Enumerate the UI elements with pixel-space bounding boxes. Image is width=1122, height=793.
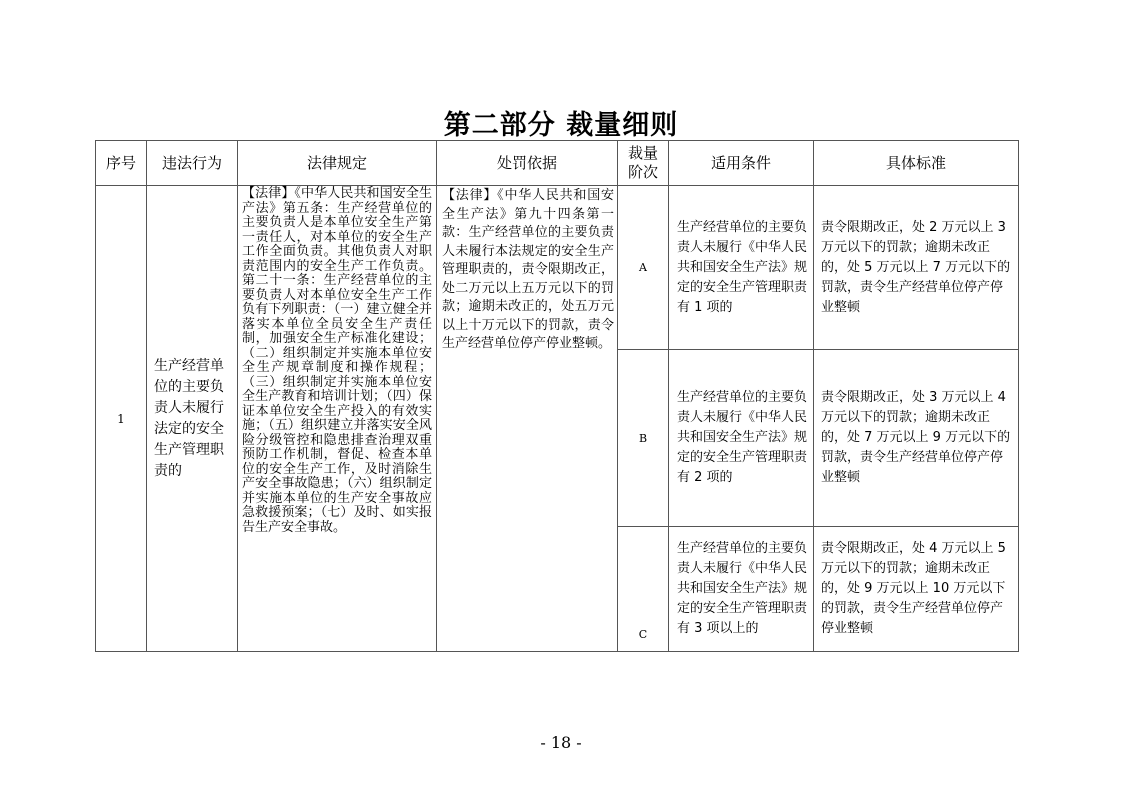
serial-number-cell: 1 bbox=[96, 186, 147, 652]
page-number: - 18 - bbox=[540, 733, 582, 752]
header-serial-no: 序号 bbox=[96, 141, 147, 186]
level-a-standard: 责令限期改正，处 2 万元以上 3 万元以下的罚款；逾期未改正的，处 5 万元以上 7 万元以下的罚款，责令生产经营单位停产停业整顿 bbox=[814, 186, 1019, 350]
header-legal-provision: 法律规定 bbox=[238, 141, 437, 186]
level-b-condition: 生产经营单位的主要负责人未履行《中华人民共和国安全生产法》规定的安全生产管理职责有 2 项的 bbox=[669, 350, 814, 527]
header-penalty-basis: 处罚依据 bbox=[437, 141, 618, 186]
header-violation: 违法行为 bbox=[147, 141, 238, 186]
legal-provision-text: 【法律】《中华人民共和国安全生产法》第五条：生产经营单位的主要负责人是本单位安全生产第一责任人，对本单位的安全生产工作全面负责。其他负责人对职责范围内的安全生产工作负责。第二十一条：生产经营单位的主要负责人对本单位安全生产工作负有下列职责：（一）建立健全并落实本单位全员安全生产责任制，加强安全生产标准化建设；（二）组织制定并实施本单位安全生产规章制度和操作规程；（三）组织制定并实施本单位安全生产教育和培训计划；（四）保证本单位安全生产投入的有效实施；（五）组织建立并落实安全风险分级管控和隐患排查治理双重预防工作机制，督促、检查本单位的安全生产工作，及时消除生产安全事故隐患；（六）组织制定并实施本单位的生产安全事故应急救援预案；（七）及时、如实报告生产安全事故。 bbox=[242, 186, 432, 535]
violation-cell: 生产经营单位的主要负责人未履行法定的安全生产管理职责的 bbox=[147, 186, 238, 652]
page-title: 第二部分 裁量细则 bbox=[443, 110, 679, 141]
level-c-cell: C bbox=[618, 527, 669, 652]
header-specific-standard: 具体标准 bbox=[814, 141, 1019, 186]
header-applicable-condition: 适用条件 bbox=[669, 141, 814, 186]
level-c-condition: 生产经营单位的主要负责人未履行《中华人民共和国安全生产法》规定的安全生产管理职责有 3 项以上的 bbox=[669, 527, 814, 652]
legal-provision-cell bbox=[238, 186, 437, 652]
header-discretion-level: 裁量阶次 bbox=[618, 141, 669, 186]
penalty-basis-cell: 【法律】《中华人民共和国安全生产法》第九十四条第一款：生产经营单位的主要负责人未履行本法规定的安全生产管理职责的，责令限期改正，处二万元以上五万元以下的罚款；逾期未改正的，处五万元以上十万元以下的罚款，责令生产经营单位停产停业整顿。 bbox=[437, 186, 618, 652]
level-b-cell: B bbox=[618, 350, 669, 527]
discretion-table bbox=[95, 140, 1019, 652]
level-b-standard: 责令限期改正，处 3 万元以上 4 万元以下的罚款；逾期未改正的，处 7 万元以上 9 万元以下的罚款，责令生产经营单位停产停业整顿 bbox=[814, 350, 1019, 527]
table-row bbox=[96, 186, 1019, 350]
level-c-standard: 责令限期改正，处 4 万元以上 5 万元以下的罚款；逾期未改正的，处 9 万元以上 10 万元以下的罚款，责令生产经营单位停产停业整顿 bbox=[814, 527, 1019, 652]
level-a-cell: A bbox=[618, 186, 669, 350]
table-header-row bbox=[96, 141, 1019, 186]
level-a-condition: 生产经营单位的主要负责人未履行《中华人民共和国安全生产法》规定的安全生产管理职责有 1 项的 bbox=[669, 186, 814, 350]
